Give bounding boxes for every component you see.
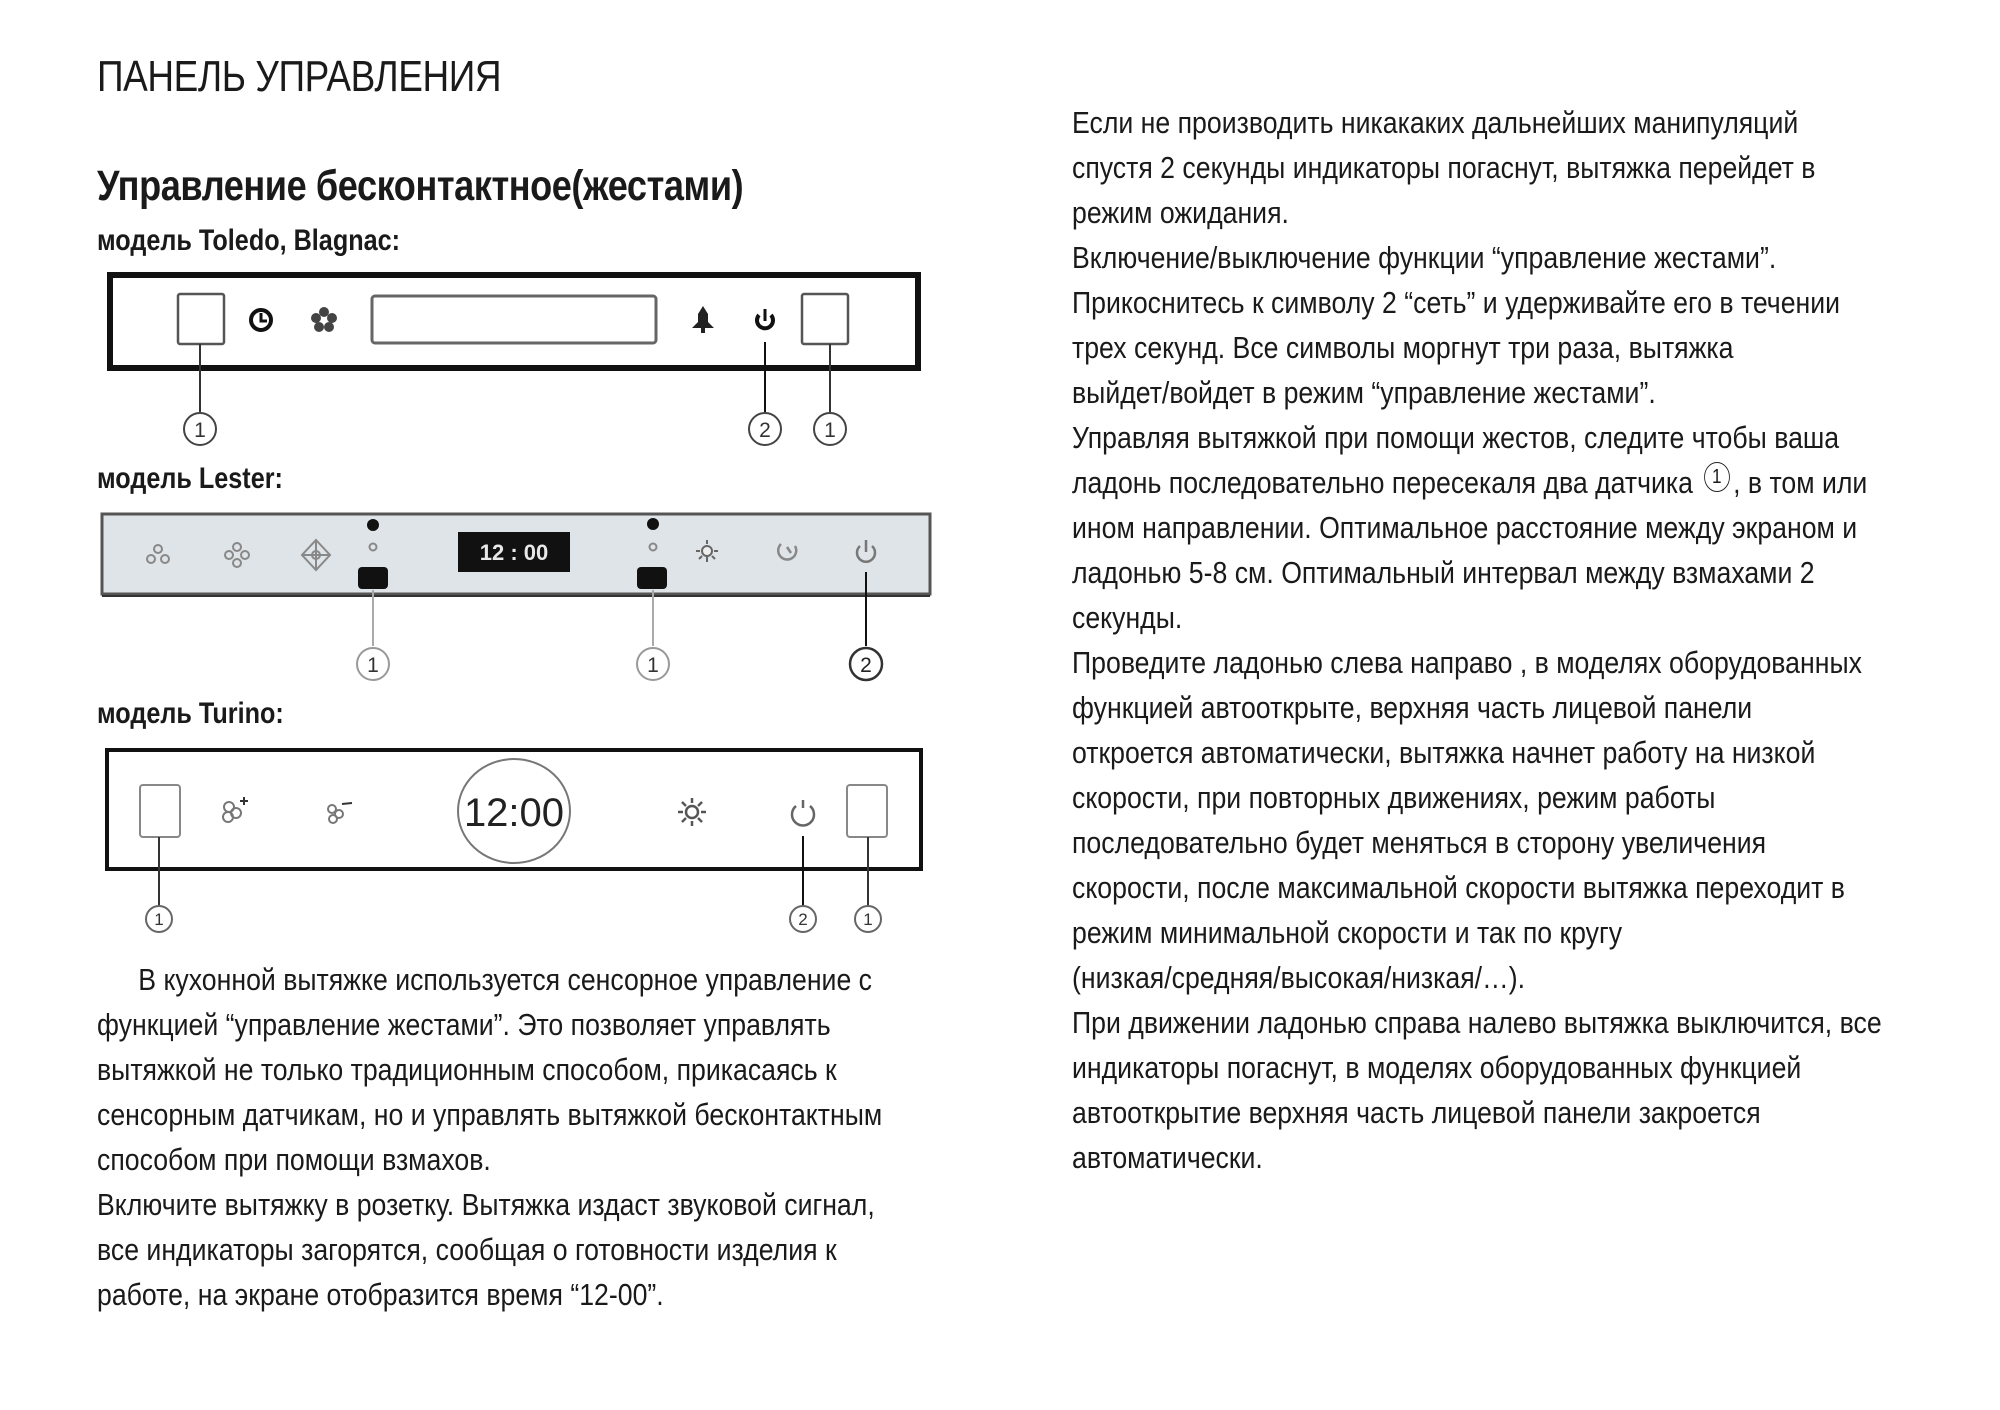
svg-text:1: 1 [824, 419, 836, 442]
indicator-dot [647, 518, 659, 530]
sensor-box-right [802, 294, 848, 344]
text-line: режим минимальной скорости и так по кругу [1072, 915, 1623, 950]
svg-text:1: 1 [154, 910, 164, 929]
model-label-toledo: модель Toledo, Blagnac: [97, 224, 401, 257]
instructions-paragraph [1072, 100, 2000, 1180]
text-line-with-marker [1072, 460, 1882, 505]
text-line: ладонью 5-8 см. Оптимальный интервал между взмахами 2 [1072, 555, 1815, 590]
text-line: выйдет/войдет в режим “управление жестами”. [1072, 375, 1656, 410]
text-line: Включение/выключение функции “управление жестами”. [1072, 240, 1777, 275]
text-line: ином направлении. Оптимальное расстояние между экраном и [1072, 510, 1858, 545]
callout-1 [357, 648, 389, 680]
callout-2 [850, 648, 882, 680]
callout-1 [184, 413, 216, 445]
text-line: режим ожидания. [1072, 195, 1289, 230]
callout-2 [790, 906, 816, 932]
callout-1 [855, 906, 881, 932]
text-line: Включите вытяжку в розетку. Вытяжка издаст звуковой сигнал, [97, 1187, 875, 1222]
text-line: секунды. [1072, 600, 1183, 635]
sensor-box-left [178, 294, 224, 344]
svg-text:1: 1 [863, 910, 873, 929]
light-icon [678, 798, 706, 826]
text-line: способом при помощи взмахов. [97, 1142, 491, 1177]
section-subtitle: Управление бесконтактное(жестами) [97, 162, 744, 210]
text-line: Прикоснитесь к символу 2 “сеть” и удерживайте его в течении [1072, 285, 1841, 320]
svg-text:2: 2 [798, 910, 808, 929]
display-bar [372, 296, 656, 343]
sensor-left [358, 567, 388, 589]
svg-text:1: 1 [194, 419, 206, 442]
intro-paragraph [97, 957, 1010, 1317]
callout-1 [637, 648, 669, 680]
svg-text:1: 1 [367, 654, 379, 677]
text-line: При движении ладонью справа налево вытяжка выключится, все [1072, 1005, 1882, 1040]
model-label-turino: модель Turino: [97, 697, 284, 730]
turino-display-time: 12:00 [463, 791, 565, 835]
lester-panel [102, 514, 930, 680]
model-label-lester: модель Lester: [97, 462, 283, 495]
text-line: функцией “управление жестами”. Это позволяет управлять [97, 1007, 831, 1042]
text-line: откроется автоматически, вытяжка начнет работу на низкой [1072, 735, 1816, 770]
sensor-box-left [140, 785, 180, 837]
callout-2 [749, 413, 781, 445]
text-line: все индикаторы загорятся, сообщая о готовности изделия к [97, 1232, 837, 1267]
callout-1 [814, 413, 846, 445]
text-line: последовательно будет меняться в сторону увеличения [1072, 825, 1767, 860]
text-line: Если не производить никакаких дальнейших манипуляций [1072, 105, 1799, 140]
callout-1 [146, 906, 172, 932]
turino-panel [107, 750, 921, 932]
svg-text:2: 2 [759, 419, 771, 442]
text-line: спустя 2 секунды индикаторы погаснут, вытяжка перейдет в [1072, 150, 1816, 185]
text-line: Проведите ладонью слева направо , в моделях оборудованных [1072, 645, 1862, 680]
indicator-dot [367, 519, 379, 531]
text-line: автоматически. [1072, 1140, 1263, 1175]
text-fragment: , в том или [1733, 465, 1868, 500]
toledo-panel [110, 275, 918, 445]
text-line: скорости, после максимальной скорости вытяжка переходит в [1072, 870, 1845, 905]
lester-display-time: 12 : 00 [479, 540, 549, 565]
svg-text:2: 2 [860, 654, 872, 677]
text-line: вытяжкой не только традиционным способом, прикасаясь к [97, 1052, 837, 1087]
text-line: В кухонной вытяжке используется сенсорное управление с [138, 962, 873, 997]
text-line: скорости, при повторных движениях, режим работы [1072, 780, 1716, 815]
sensor-right [637, 567, 667, 589]
text-fragment: ладонь последовательно пересекаля два датчика [1072, 465, 1694, 500]
text-line: (низкая/средняя/высокая/низкая/…). [1072, 960, 1526, 995]
sensor-box-right [847, 785, 887, 837]
sensor-marker-1-icon: 1 [1704, 462, 1730, 492]
text-line: работе, на экране отобразится время “12-00”. [97, 1277, 664, 1312]
text-line: Управляя вытяжкой при помощи жестов, следите чтобы ваша [1072, 420, 1840, 455]
page-title: ПАНЕЛЬ УПРАВЛЕНИЯ [97, 52, 502, 101]
text-line: сенсорным датчикам, но и управлять вытяжкой бесконтактным [97, 1097, 883, 1132]
text-line: функцией автооткрыте, верхняя часть лицевой панели [1072, 690, 1753, 725]
text-line: автооткрытие верхняя часть лицевой панели закроется [1072, 1095, 1761, 1130]
text-line: индикаторы погаснут, в моделях оборудованных функцией [1072, 1050, 1802, 1085]
svg-text:1: 1 [647, 654, 659, 677]
text-line: трех секунд. Все символы моргнут три раза, вытяжка [1072, 330, 1734, 365]
